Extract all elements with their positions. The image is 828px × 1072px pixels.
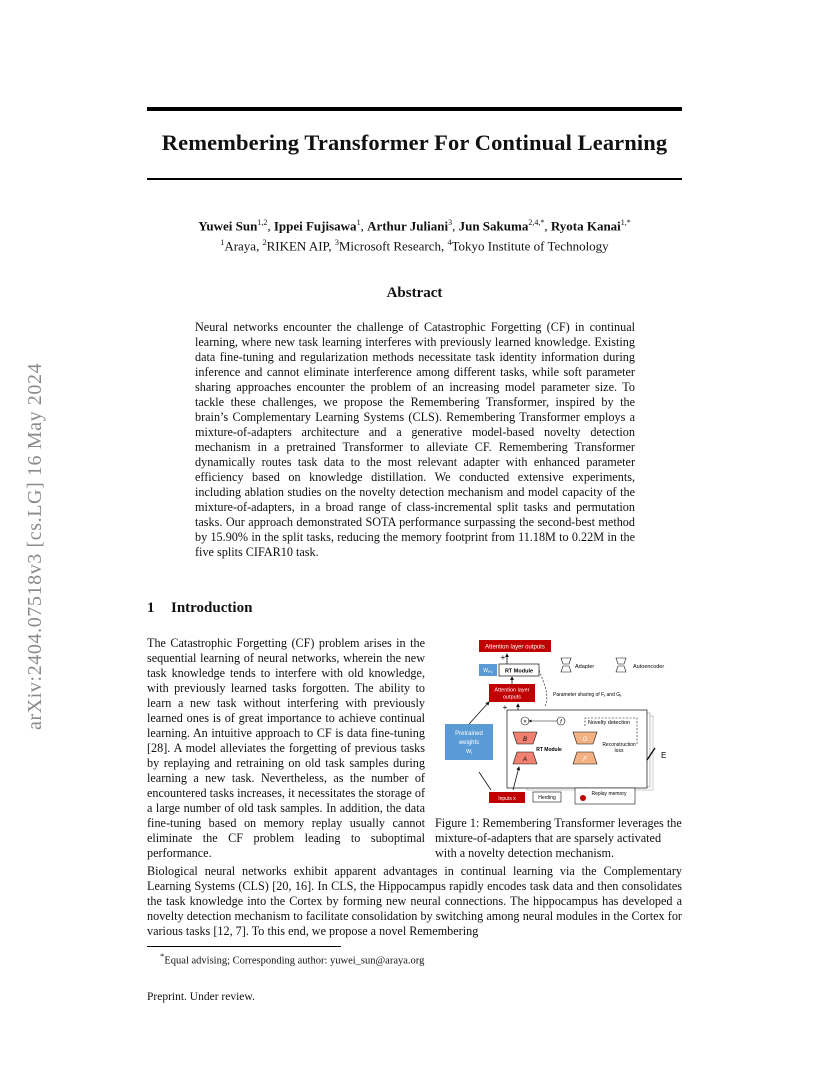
- section-title: Introduction: [171, 600, 253, 616]
- arxiv-identifier: arXiv:2404.07518v3 [cs.LG] 16 May 2024: [24, 362, 46, 730]
- rt-module-top-label: RT Module: [504, 668, 534, 675]
- weights-next-label: $W_{l+1}$: [483, 668, 493, 674]
- autoencoder-G-label: G: [582, 737, 588, 743]
- herding-label: Herding: [538, 795, 556, 801]
- author-4: Jun Sakuma: [458, 218, 529, 234]
- affiliations: $^1$Araya, $^2$RIKEN AIP, $^3$Microsoft Research, $^4$Tokyo Institute of Technology: [220, 238, 609, 254]
- abstract-heading: Abstract: [386, 285, 443, 301]
- rt-module-inner-label: RT Module: [536, 747, 562, 753]
- adapter-legend-label: Adapter: [575, 664, 595, 670]
- pretrained-label-3: Wl: [465, 749, 473, 755]
- adapter-legend-icon: [561, 658, 571, 664]
- multiply-symbol: ×: [523, 719, 527, 726]
- title-rule: [147, 178, 682, 180]
- novelty-detection-label: Novelty detection: [587, 720, 631, 726]
- inputs-label: Inputs x: [498, 796, 516, 802]
- author-2: Ippei Fujisawa: [273, 218, 357, 234]
- figure-1-caption: Figure 1: Remembering Transformer leverages the mixture-of-adapters that are sparsely activated with a novelty detection mechanism.: [435, 816, 682, 860]
- author-3: Arthur Juliani: [367, 218, 449, 234]
- footnote: [160, 951, 424, 967]
- adapter-A-label: A: [522, 757, 528, 763]
- expert-count-label: E: [661, 751, 667, 760]
- attention-output-mid-label-2: outputs: [502, 694, 522, 701]
- author-names: Yuwei Sun$^{1,2}$, Ippei Fujisawa$^1$, Arthur Juliani$^3$, Jun Sakuma$^{2,4,*}$, Ryota Kanai$^{1,*}$: [198, 218, 631, 234]
- plus-top: +: [500, 653, 506, 662]
- preprint-notice: Preprint. Under review.: [147, 991, 255, 1003]
- abstract-text: Neural networks encounter the challenge of Catastrophic Forgetting (CF) in continual learning, where new task learning interferes with previously learned knowledge. Existing data fine-tuning and regularization methods necessitate task identity information during inference and cannot eliminate interference among different tasks, while soft parameter sharing approaches encounter the problem of an increasing model parameter size. To tackle these challenges, we propose the Remembering Transformer, inspired by the brain’s Complementary Learning Systems (CLS). Remembering Transformer employs a mixture-of-adapters architecture and a generative model-based novelty detection mechanism in a pretrained Transformer to alleviate CF. Remembering Transformer dynamically routes task data to the most relevant adapter with enhanced parameter efficiency based on knowledge distillation. We conducted extensive experiments, including ablation studies on the novelty detection mechanism and model capacity of the mixture-of-adapters, in a broad range of class-incremental split tasks and permutation tasks. Our approach demonstrated SOTA performance surpassing the second-best method by 15.90% in the split tasks, reducing the memory footprint from 11.18M to 0.22M in the five splits CIFAR10 task.: [195, 320, 635, 559]
- author-block: [147, 214, 682, 255]
- paper-title: Remembering Transformer For Continual Learning: [161, 130, 668, 155]
- author-5: Ryota Kanai: [550, 218, 621, 234]
- replay-memory-label: Replay memory: [591, 791, 627, 797]
- figure-1-diagram: [441, 636, 681, 806]
- autoencoder-legend-icon: [616, 658, 626, 664]
- pretrained-label-1: Pretrained: [455, 731, 483, 737]
- attention-output-mid-label-1: Attention layer: [494, 687, 530, 694]
- attention-output-top-label: Attention layer outputs: [485, 644, 545, 651]
- footnote-mark: *: [160, 951, 165, 961]
- adapter-B-label: B: [522, 737, 528, 743]
- replay-memory-dot: [580, 795, 586, 801]
- autoencoder-F-label: F: [583, 757, 587, 763]
- parameter-sharing-label: Parameter sharing of $F_t$ and $G_t$: [553, 692, 622, 698]
- reconstruction-label-2: loss: [614, 748, 624, 754]
- intro-paragraph: The Catastrophic Forgetting (CF) problem arises in the sequential learning of neural networks, wherein the new task knowledge tends to interfere with old knowledge, with previously learned tasks forgotten. The ability to learn a new task without interfering with previously learned ones is of great importance to achieve continual learning. An intuitive approach to CF is data fine-tuning [28]. A model alleviates the forgetting of previous tasks by replaying and retraining on old task samples during learning a new task. Nevertheless, as the number of encountered tasks increases, it necessitates the storage of a large number of old task samples. In addition, the data fine-tuning based on memory replay usually cannot eliminate the CF problem leading to suboptimal performance.: [147, 636, 425, 860]
- reconstruction-label-1: Reconstruction: [602, 742, 636, 748]
- author-1: Yuwei Sun: [198, 218, 258, 234]
- section-heading: [147, 600, 252, 617]
- plus-mid: +: [502, 703, 508, 712]
- body-paragraph: Biological neural networks exhibit apparent advantages in continual learning via the Complementary Learning Systems (CLS) [20, 16]. In CLS, the Hippocampus rapidly encodes task data and then consolidates the task knowledge into the Cortex by forming new neural connections. The hippocampus has developed a novelty detection mechanism to facilitate consolidation by switching among neural modules in the Cortex for various tasks [12, 7]. To this end, we propose a novel Remembering: [147, 864, 682, 938]
- top-rule: [147, 107, 682, 111]
- section-number: 1: [147, 600, 155, 616]
- autoencoder-legend-label: Autoencoder: [633, 664, 665, 670]
- routing-function-label: f: [560, 719, 562, 726]
- pretrained-label-2: weights: [458, 740, 480, 746]
- footnote-rule: [147, 946, 341, 947]
- footnote-text: Equal advising; Corresponding author: yuwei_sun@araya.org: [164, 955, 425, 967]
